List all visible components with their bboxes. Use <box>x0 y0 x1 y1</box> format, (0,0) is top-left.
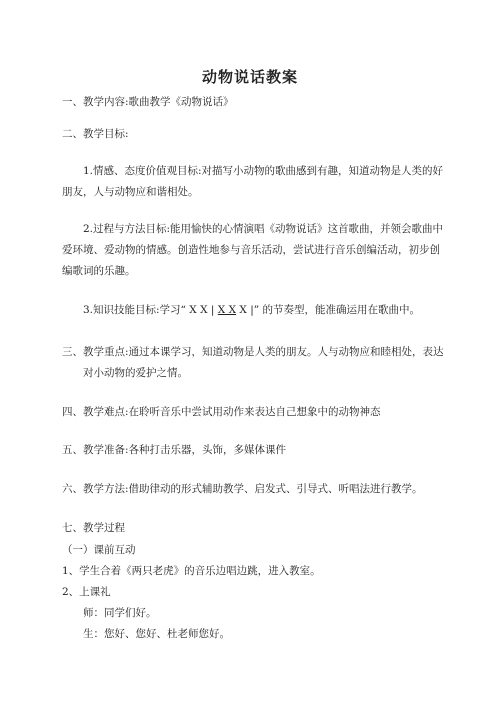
section-teaching-prep: 五、教学准备:各种打击乐器，头饰，多媒体课件 <box>62 444 287 456</box>
section-teaching-goals: 二、教学目标: <box>62 128 129 140</box>
page-title: 动物说话教案 <box>201 68 298 86</box>
step-enter-classroom: 1、学生合着《两只老虎》的音乐边唱边跳，进入教室。 <box>62 565 321 577</box>
goal-knowledge-suffix: X |” 的节奏型，能准确运用在歌曲中。 <box>239 304 420 316</box>
section-teaching-content: 一、教学内容:歌曲教学《动物说话》 <box>62 96 234 108</box>
step-greeting: 2、上课礼 <box>62 586 111 598</box>
section-teaching-method: 六、教学方法:借助律动的形式辅助教学、启发式、引导式、听唱法进行教学。 <box>62 483 423 495</box>
section-teaching-focus: 三、教学重点:通过本课学习，知道动物是人类的朋友。人与动物应和睦相处，表达对小动物的爱护之情。 <box>62 346 444 379</box>
goal-knowledge-skill <box>83 303 420 317</box>
subsection-pre-class: （一）课前互动 <box>62 544 136 556</box>
dialog-students: 生：您好、您好、杜老师您好。 <box>83 628 230 640</box>
dialog-teacher: 师：同学们好。 <box>83 607 157 619</box>
section-teaching-difficulty: 四、教学难点:在聆听音乐中尝试用动作来表达自己想象中的动物神态 <box>62 406 381 418</box>
goal-knowledge-prefix: 3.知识技能目标:学习“ X X | <box>83 304 215 316</box>
section-teaching-process: 七、教学过程 <box>62 522 125 534</box>
goal-emotion: 1.情感、态度价值观目标:对描写小动物的歌曲感到有趣，知道动物是人类的好朋友，人与动物应和谐相处。 <box>62 165 444 198</box>
rhythm-underlined: X X <box>217 304 237 316</box>
goal-process-method: 2.过程与方法目标:能用愉快的心情演唱《动物说话》这首歌曲，并领会歌曲中爱环境、爱动物的情感。创造性地参与音乐活动，尝试进行音乐创编活动，初步创编歌词的乐趣。 <box>62 223 444 277</box>
